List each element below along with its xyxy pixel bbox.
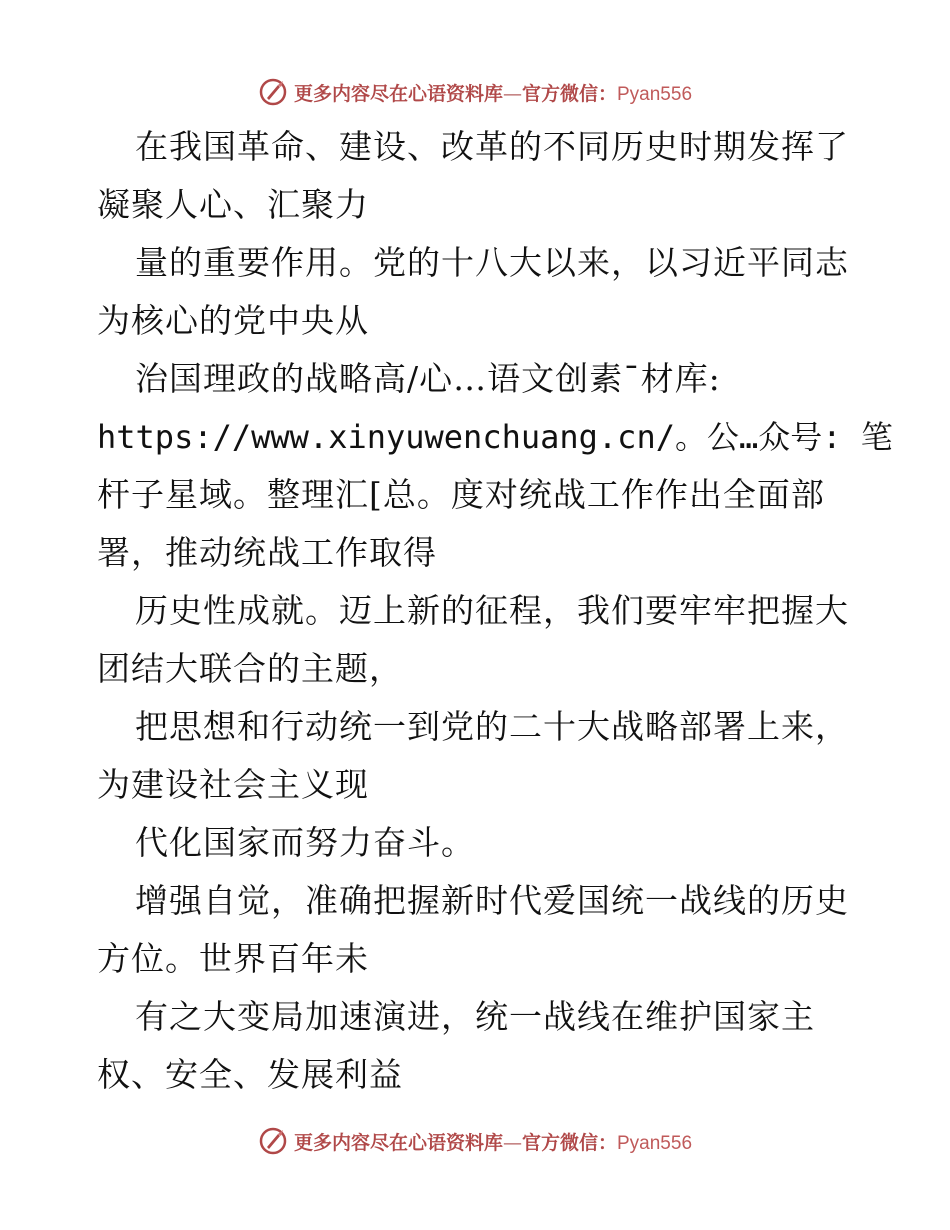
body-line: 在我国革命、建设、改革的不同历史时期发挥了 [135,127,849,166]
header-banner-wechat-id: Pyan556 [617,83,693,105]
body-line: 为核心的党中央从 [97,301,369,340]
body-line-url: https://www.xinyuwenchuang.cn/。公…众号: 笔 [97,418,893,456]
body-line: 把思想和行动统一到党的二十大战略部署上来， [135,707,849,746]
body-line: 方位。世界百年未 [97,939,369,978]
header-banner-suffix: 官方微信： [521,82,617,105]
body-line: 有之大变局加速演进，统一战线在维护国家主 [135,997,815,1036]
document-body [97,118,893,1104]
body-line: 量的重要作用。党的十八大以来，以习近平同志 [135,243,849,282]
quill-pen-logo-icon [258,77,288,107]
quill-pen-logo-icon [258,1126,288,1156]
footer-banner-text [294,1128,692,1155]
body-line: 增强自觉，准确把握新时代爱国统一战线的历史 [135,881,849,920]
header-banner-text [294,79,692,106]
footer-banner-suffix: 官方微信： [521,1131,617,1154]
body-line: 凝聚人心、汇聚力 [97,185,369,224]
footer-banner [0,1121,950,1161]
body-line: 代化国家而努力奋斗。 [135,823,475,862]
header-banner [0,72,950,112]
body-line: 为建设社会主义现 [97,765,369,804]
footer-banner-main: 更多内容尽在心语资料库 [293,1131,503,1154]
footer-banner-dash: — [502,1131,522,1154]
footer-banner-wechat-id: Pyan556 [617,1132,693,1154]
header-banner-dash: — [502,82,522,105]
header-banner-main: 更多内容尽在心语资料库 [293,82,503,105]
body-line: 杆子星域。整理汇[总。度对统战工作作出全面部 [97,475,825,514]
body-line: 团结大联合的主题， [97,649,403,688]
body-line: 署，推动统战工作取得 [97,533,437,572]
body-line: 历史性成就。迈上新的征程，我们要牢牢把握大 [135,591,849,630]
body-line: 权、安全、发展利益 [97,1055,403,1094]
body-line: 治国理政的战略高/心…语文创素¯材库: [135,359,721,398]
